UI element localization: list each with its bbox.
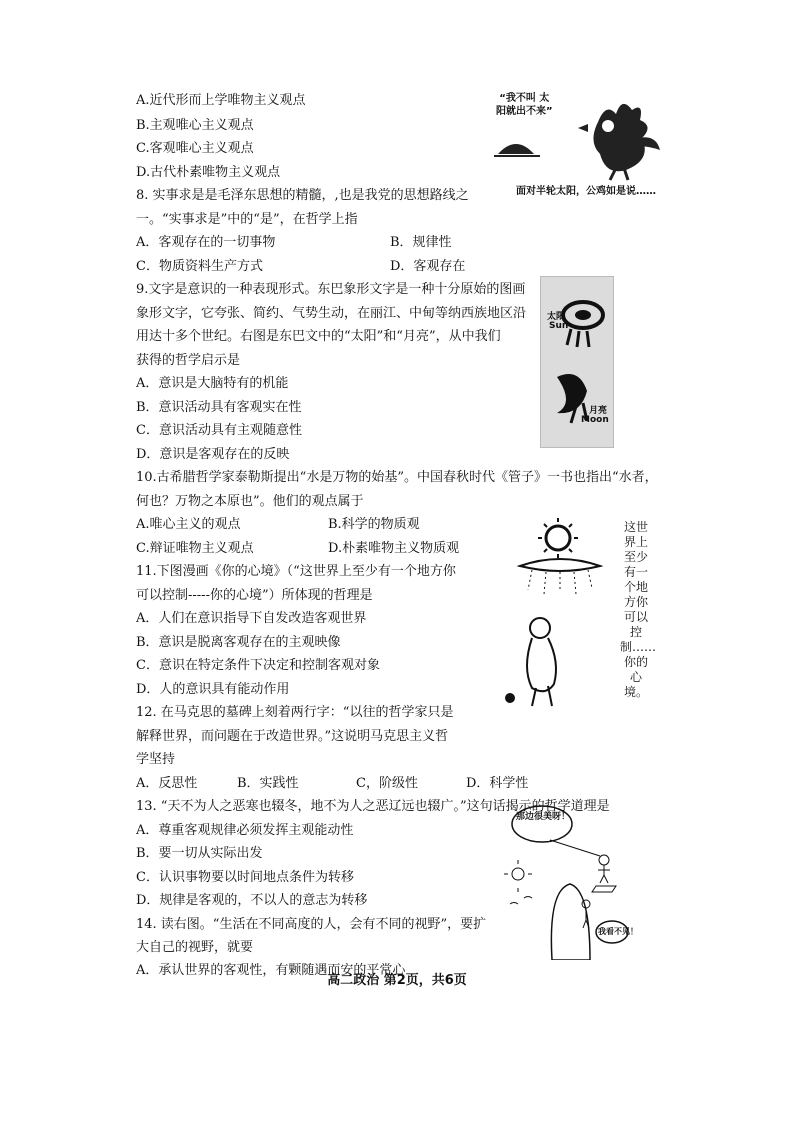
text-line: B.主观唯心主义观点 [136, 118, 254, 133]
man-under-sun-icon [502, 518, 622, 714]
text-line: B．要一切从实际出发 [136, 846, 263, 861]
text-line: A．客观存在的一切事物 [136, 235, 276, 250]
view-bubble-bottom-text: 我看不见！ [598, 927, 638, 936]
rooster-cartoon [488, 82, 678, 202]
dongba-moon-icon [541, 357, 613, 447]
text-line: 大自己的视野，就要 [136, 940, 254, 955]
mood-vertical-text: 这世界上至少有一个地方你可以控制……你的心境。 [620, 520, 657, 699]
view-cartoon [500, 800, 638, 960]
text-line: 象形文字，它夸张、简约、气势生动，在丽江、中甸等纳西族地区沿 [136, 306, 527, 321]
text-line: 获得的哲学启示是 [136, 353, 241, 368]
text-line: A．反思性 [136, 776, 198, 791]
text-line: 用达十多个世纪。右图是东巴文中的“太阳”和“月亮”，从中我们 [136, 329, 501, 344]
text-line: 8. 实事求是是毛泽东思想的精髓，,也是我党的思想路线之 [136, 188, 469, 203]
text-line: 学坚持 [136, 752, 176, 767]
text-line: C，阶级性 [356, 776, 418, 791]
text-line: A．尊重客观规律必须发挥主观能动性 [136, 823, 354, 838]
text-line: B．实践性 [237, 776, 299, 791]
mood-cartoon [502, 518, 657, 714]
text-line: B．意识是脱离客观存在的主观映像 [136, 635, 341, 650]
text-line: D．意识是客观存在的反映 [136, 447, 290, 462]
text-line: C.客观唯心主义观点 [136, 141, 254, 156]
text-line: C．意识活动具有主观随意性 [136, 423, 302, 438]
view-bubble-top-text: 那边很美呀！ [516, 812, 571, 822]
text-line: 一。“实事求是”中的“是”，在哲学上指 [136, 212, 358, 227]
text-line: 可以控制-----你的心境”）所体现的哲理是 [136, 588, 373, 603]
half-sun-icon [498, 144, 534, 154]
text-line: 11.下图漫画《你的心境》（“这世界上至少有一个地方你 [136, 564, 456, 579]
page-footer: 高二政治 第2页，共6页 [327, 973, 467, 988]
text-line: A．人们在意识指导下自发改造客观世界 [136, 611, 367, 626]
dongba-script-figure [540, 276, 614, 448]
text-line: C．认识事物要以时间地点条件为转移 [136, 870, 354, 885]
text-line: 12. 在马克思的墓碑上刻着两行字：“以往的哲学家只是 [136, 705, 454, 720]
text-line: D.朴素唯物主义物质观 [328, 541, 460, 556]
text-line: 14. 读右图。“生活在不同高度的人，会有不同的视野”，要扩 [136, 917, 487, 932]
rooster-icon [488, 82, 678, 182]
text-line: B.科学的物质观 [328, 517, 420, 532]
text-line: 何也？万物之本原也”。他们的观点属于 [136, 494, 364, 509]
text-line: D.古代朴素唯物主义观点 [136, 165, 281, 180]
dongba-sun-label-cn: 太阳 [547, 312, 566, 322]
text-line: C.辩证唯物主义观点 [136, 541, 254, 556]
text-line: B．意识活动具有客观实在性 [136, 400, 302, 415]
dongba-moon-label-en: Moon [581, 415, 609, 425]
rooster-speech-text: “我不叫 太 阳就出不来” [496, 93, 553, 117]
text-line: A．承认世界的客观性，有颗随遇而安的平常心 [136, 963, 406, 978]
text-line: D．人的意识具有能动作用 [136, 682, 290, 697]
text-line: 解释世界，而问题在于改造世界。”这说明马克思主义哲 [136, 729, 449, 744]
text-line: C．物质资料生产方式 [136, 259, 263, 274]
text-line: A.唯心主义的观点 [136, 517, 241, 532]
dongba-moon-label-cn: 月亮 [589, 406, 608, 416]
text-line: 13. “天不为人之恶寒也辍冬，地不为人之恶辽远也辍广。”这句话揭示的哲学道理是 [136, 799, 610, 814]
dongba-sun-label-en: Sun [549, 321, 569, 331]
text-line: A．意识是大脑特有的机能 [136, 376, 289, 391]
text-line: B．规律性 [390, 235, 452, 250]
text-line: C．意识在特定条件下决定和控制客观对象 [136, 658, 380, 673]
text-line: A.近代形而上学唯物主义观点 [136, 93, 306, 108]
rooster-caption: 面对半轮太阳，公鸡如是说…… [516, 186, 656, 197]
text-line: D．科学性 [466, 776, 529, 791]
text-line: 9.文字是意识的一种表现形式。东巴象形文字是一种十分原始的图画 [136, 282, 526, 297]
text-line: D．规律是客观的，不以人的意志为转移 [136, 893, 368, 908]
text-line: D．客观存在 [390, 259, 466, 274]
text-line: 10.古希腊哲学家泰勒斯提出“水是万物的始基”。中国春秋时代《管子》一书也指出“水者， [136, 470, 658, 485]
